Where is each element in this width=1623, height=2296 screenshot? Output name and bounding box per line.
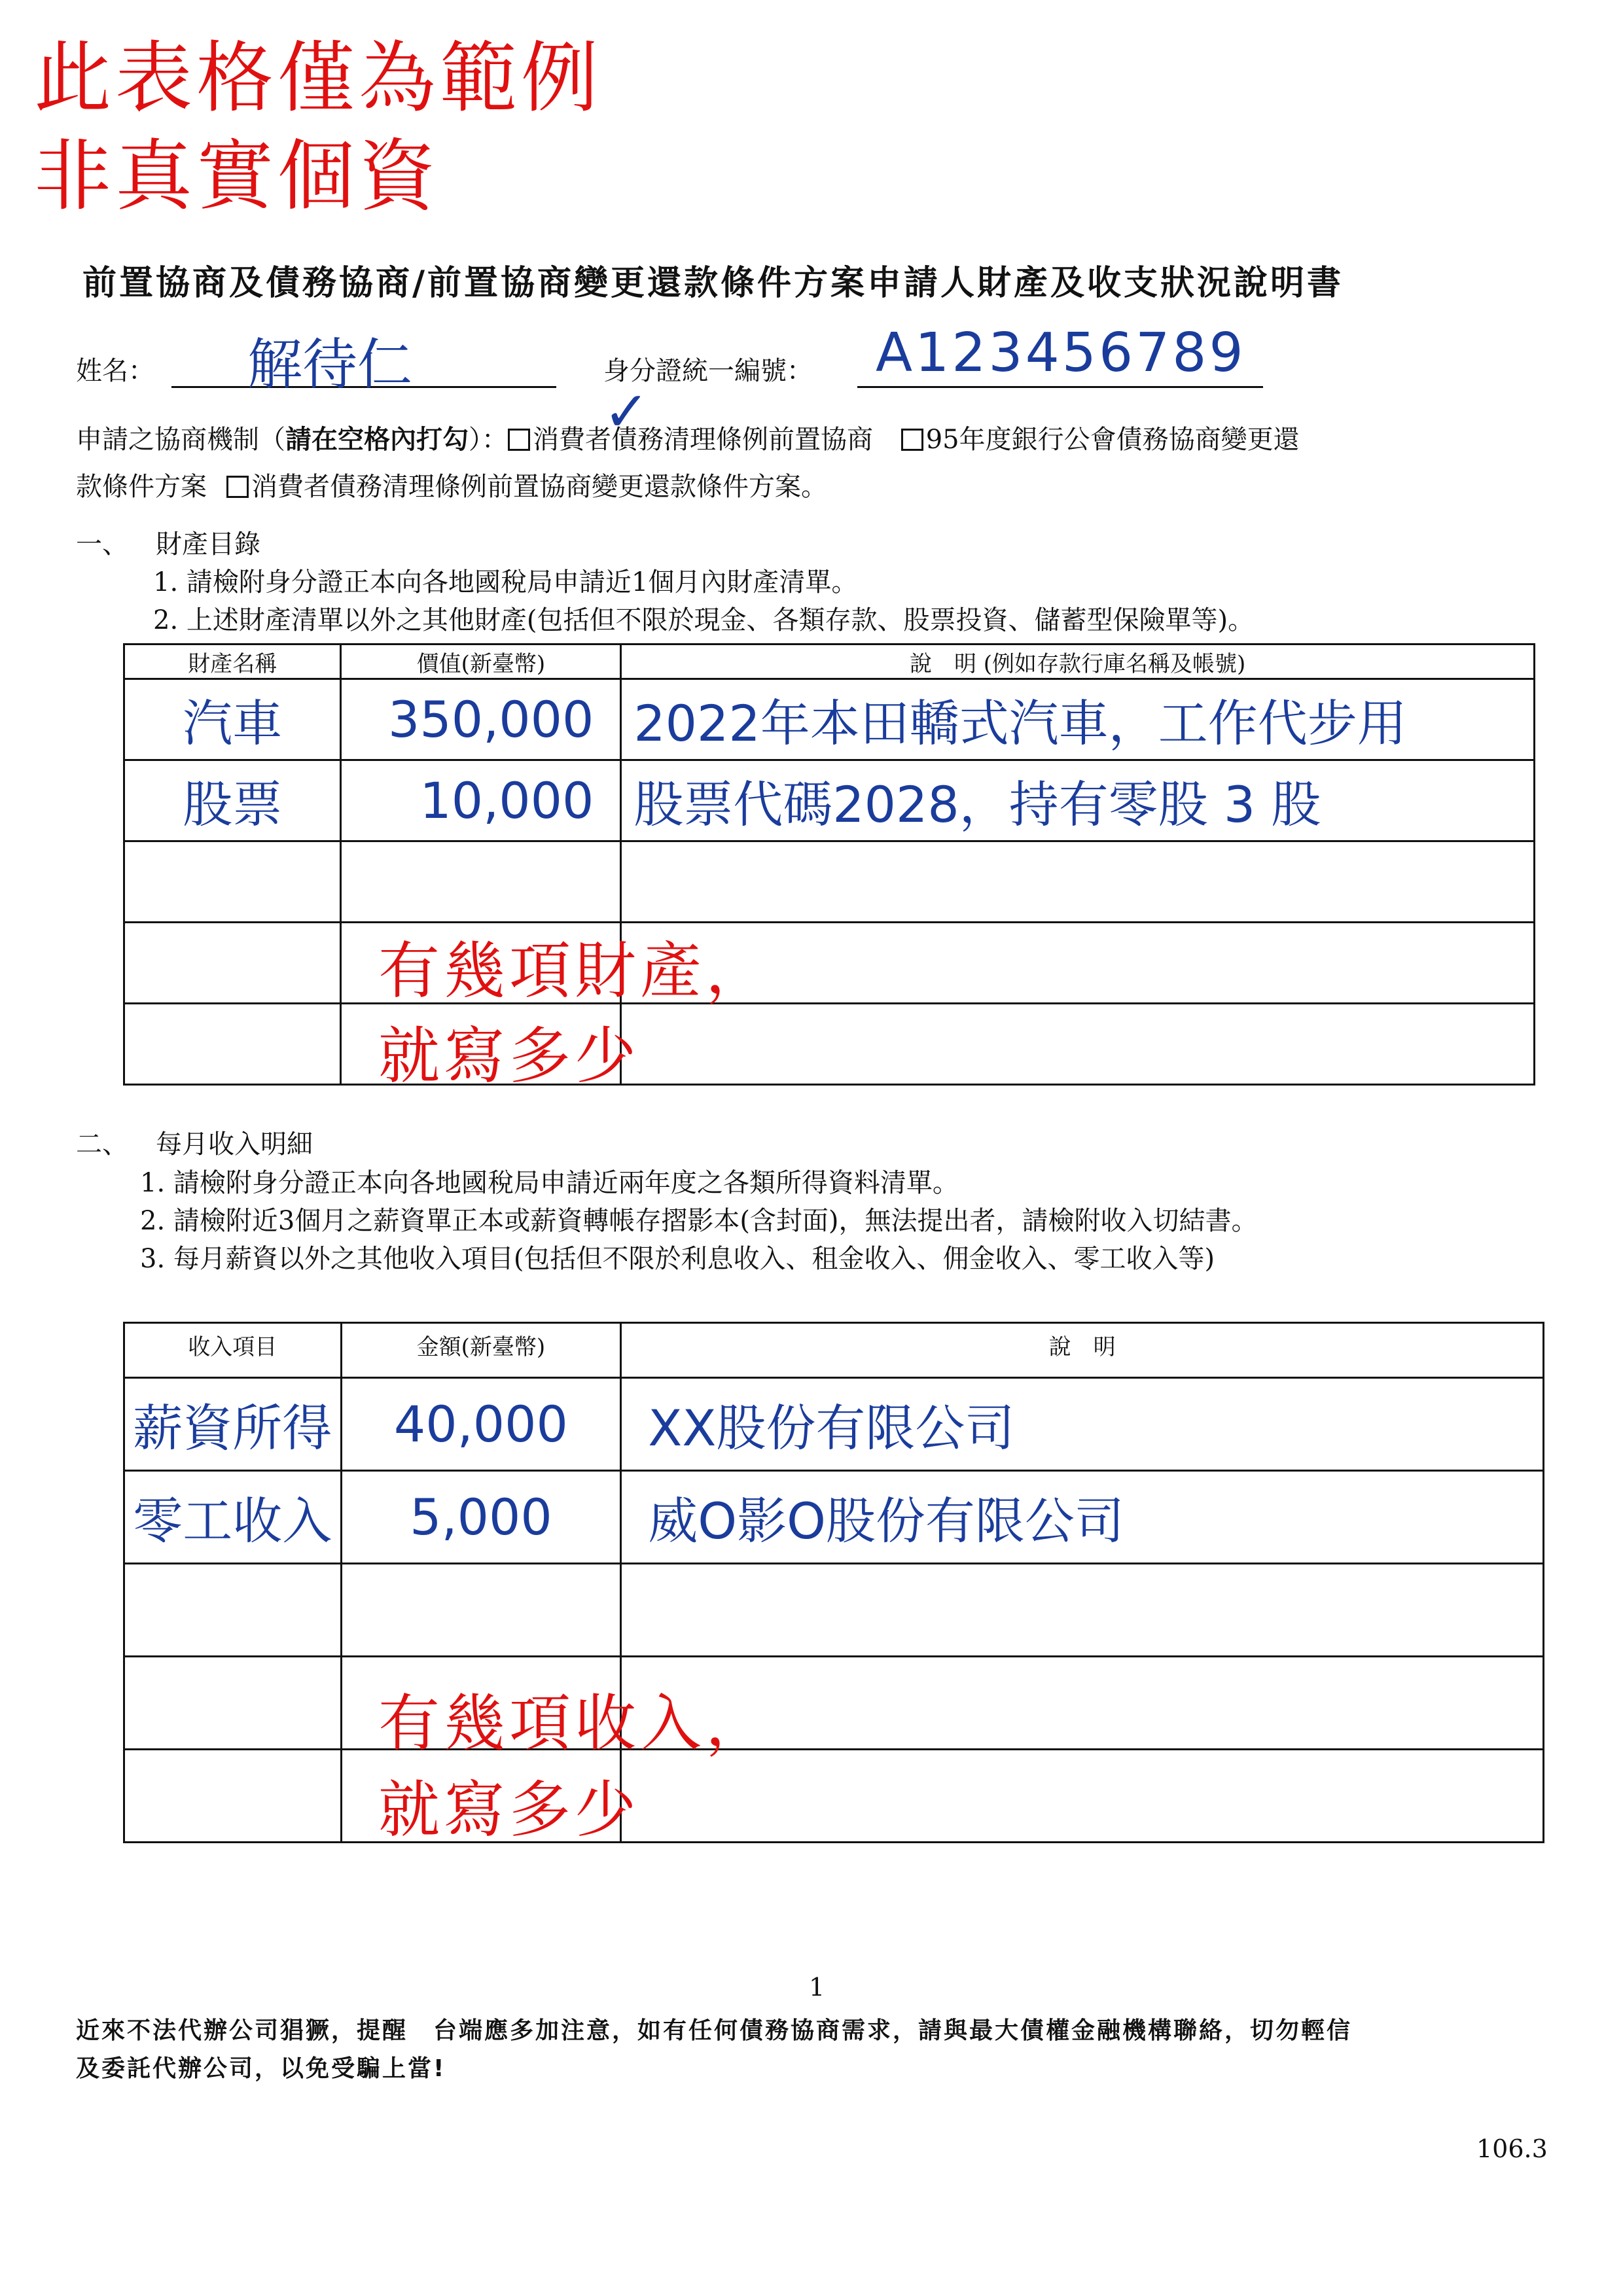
property-value-empty[interactable]	[341, 841, 621, 923]
id-label: 身分證統一編號：	[603, 356, 813, 386]
property-annotation-line2: 就寫多少	[378, 1021, 641, 1092]
mechanism-label: 申請之協商機制（	[76, 425, 285, 455]
table-row	[124, 679, 1535, 760]
watermark-line2: 非真實個資	[34, 131, 440, 221]
name-value: 解待仁	[247, 332, 413, 397]
income-name[interactable]: 薪資所得	[124, 1378, 342, 1471]
mechanism-line2	[76, 466, 827, 503]
property-desc-empty[interactable]	[621, 1004, 1535, 1085]
property-value[interactable]: 350,000	[341, 679, 621, 760]
income-header-name: 收入項目	[124, 1323, 342, 1378]
section1-note2: 2. 上述財產清單以外之其他財產(包括但不限於現金、各類存款、股票投資、儲蓄型保險單等)。	[153, 605, 1255, 635]
footer-warning-line2: 及委託代辦公司，以免受騙上當!	[76, 2055, 446, 2082]
income-name-empty[interactable]	[124, 1750, 342, 1843]
income-value[interactable]: 40,000	[341, 1378, 621, 1471]
page-number: 1	[809, 1973, 825, 2002]
table-row	[124, 1471, 1544, 1564]
section2-note1: 1. 請檢附身分證正本向各地國稅局申請近兩年度之各類所得資料清單。	[140, 1168, 959, 1198]
property-annotation-line1: 有幾項財產，	[378, 936, 772, 1007]
property-header-name: 財產名稱	[124, 645, 341, 679]
version-number: 106.3	[1476, 2134, 1548, 2163]
section1-title: 財產目錄	[156, 529, 260, 559]
section2-note2: 2. 請檢附近3個月之薪資單正本或薪資轉帳存摺影本(含封面)，無法提出者，請檢附收入切結書。	[140, 1206, 1258, 1236]
watermark-line1: 此表格僅為範例	[34, 33, 603, 123]
income-annotation-line1: 有幾項收入，	[378, 1688, 772, 1759]
property-name-empty[interactable]	[124, 841, 341, 923]
table-row	[124, 841, 1535, 923]
income-table	[123, 1322, 1544, 1843]
option1-label: 消費者債務清理條例前置協商	[533, 425, 873, 455]
property-header-desc: 說 明 (例如存款行庫名稱及帳號)	[621, 645, 1535, 679]
income-name[interactable]: 零工收入	[124, 1471, 342, 1564]
income-desc-empty[interactable]	[621, 1564, 1544, 1657]
section2-heading	[76, 1123, 313, 1161]
table-row	[124, 1564, 1544, 1657]
property-desc[interactable]: 股票代碼2028，持有零股 3 股	[621, 760, 1535, 841]
mechanism-line1	[76, 419, 1300, 456]
table-row	[124, 1004, 1535, 1085]
income-header-desc: 說 明	[621, 1323, 1544, 1378]
table-row	[124, 923, 1535, 1004]
property-name[interactable]: 股票	[124, 760, 341, 841]
table-row	[124, 760, 1535, 841]
option2-label-cont: 款條件方案	[76, 472, 207, 502]
option3-checkbox[interactable]	[226, 476, 249, 498]
property-header-row	[124, 645, 1535, 679]
income-header-row	[124, 1323, 1544, 1378]
income-value-empty[interactable]	[341, 1564, 621, 1657]
property-desc[interactable]: 2022年本田轎式汽車，工作代步用	[621, 679, 1535, 760]
option3-label: 消費者債務清理條例前置協商變更還款條件方案。	[251, 472, 827, 502]
option2-label: 95年度銀行公會債務協商變更還	[925, 425, 1300, 455]
income-name-empty[interactable]	[124, 1657, 342, 1750]
income-value[interactable]: 5,000	[341, 1471, 621, 1564]
property-table	[123, 643, 1535, 1086]
income-header-value: 金額(新臺幣)	[341, 1323, 621, 1378]
section2-number: 二、	[76, 1129, 128, 1159]
document-title: 前置協商及債務協商/前置協商變更還款條件方案申請人財產及收支狀況說明書	[82, 264, 1344, 303]
option2-checkbox[interactable]	[901, 429, 923, 451]
check-mark-icon: ✓	[603, 380, 650, 444]
section1-number: 一、	[76, 529, 128, 559]
name-label: 姓名：	[76, 356, 154, 386]
section1-note1: 1. 請檢附身分證正本向各地國稅局申請近1個月內財產清單。	[153, 567, 858, 597]
property-header-value: 價值(新臺幣)	[341, 645, 621, 679]
section2-title: 每月收入明細	[156, 1129, 313, 1159]
income-desc[interactable]: XX股份有限公司	[621, 1378, 1544, 1471]
property-name-empty[interactable]	[124, 1004, 341, 1085]
income-name-empty[interactable]	[124, 1564, 342, 1657]
income-annotation-line2: 就寫多少	[378, 1775, 641, 1846]
property-name-empty[interactable]	[124, 923, 341, 1004]
footer-warning-line1: 近來不法代辦公司猖獗，提醒 台端應多加注意，如有任何債務協商需求，請與最大債權金融機構聯絡，切勿輕信	[76, 2017, 1353, 2044]
property-name[interactable]: 汽車	[124, 679, 341, 760]
table-row	[124, 1750, 1544, 1843]
id-value: A123456789	[876, 322, 1246, 384]
property-value[interactable]: 10,000	[341, 760, 621, 841]
income-desc[interactable]: 威O影O股份有限公司	[621, 1471, 1544, 1564]
option1-checkbox[interactable]	[508, 429, 530, 451]
table-row	[124, 1657, 1544, 1750]
mechanism-label-bold: 請在空格內打勾	[285, 424, 469, 455]
section1-heading	[76, 523, 260, 561]
income-desc-empty[interactable]	[621, 1750, 1544, 1843]
mechanism-label-suffix: ）：	[469, 425, 508, 455]
table-row	[124, 1378, 1544, 1471]
property-desc-empty[interactable]	[621, 841, 1535, 923]
section2-note3: 3. 每月薪資以外之其他收入項目(包括但不限於利息收入、租金收入、佣金收入、零工收入等)	[140, 1244, 1215, 1274]
